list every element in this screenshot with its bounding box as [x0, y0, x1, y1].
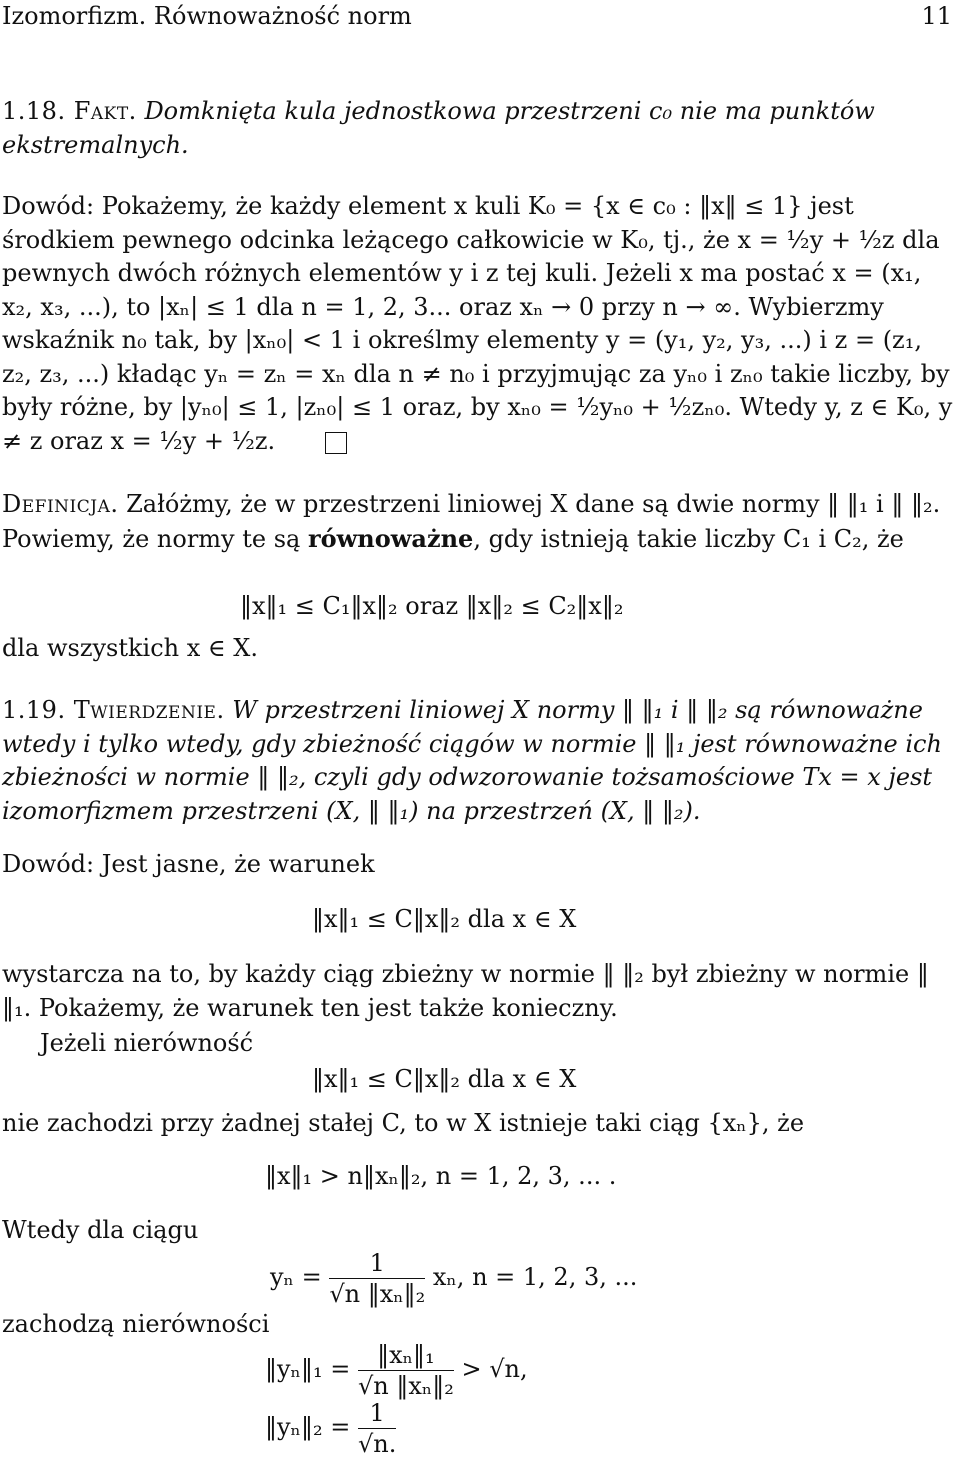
display-5-numerator: ‖xₙ‖₁	[358, 1340, 454, 1371]
proof-2-intro	[2, 848, 958, 882]
display-5-fraction	[358, 1340, 454, 1401]
display-5-lhs: ‖yₙ‖₁ =	[265, 1355, 351, 1383]
proof-2-display-1: ‖x‖₁ ≤ C‖x‖₂ dla x ∈ X	[312, 905, 577, 933]
fact-label: 1.18. Fakt.	[2, 97, 137, 125]
display-6-lhs: ‖yₙ‖₂ =	[265, 1413, 351, 1441]
display-4-denominator: √n ‖xₙ‖₂	[329, 1280, 426, 1308]
proof-2-display-6	[265, 1398, 396, 1459]
fact-block	[2, 95, 958, 162]
display-6-fraction	[358, 1398, 396, 1459]
definition-block	[2, 488, 958, 556]
proof-2-para-4-text: Wtedy dla ciągu	[2, 1216, 199, 1244]
proof-2-para-5-text: zachodzą nierówności	[2, 1310, 270, 1338]
theorem-block	[2, 694, 958, 828]
running-header	[2, 0, 958, 36]
definition-tail	[2, 632, 958, 666]
proof-2-para-1-text: wystarcza na to, by każdy ciąg zbieżny w normie ‖ ‖₂ był zbieżny w normie ‖ ‖₁. Pokażemy, że warunek ten jest także konieczny.	[2, 960, 929, 1022]
display-4-lhs: yₙ =	[270, 1263, 322, 1291]
proof-2-display-3: ‖x‖₁ > n‖xₙ‖₂, n = 1, 2, 3, ... .	[265, 1162, 617, 1190]
display-5-denominator: √n ‖xₙ‖₂	[357, 1372, 454, 1400]
definition-text-before: Załóżmy, że w przestrzeni liniowej X dane są dwie normy ‖ ‖₁ i ‖ ‖₂. Powiemy, że normy te są	[2, 490, 941, 553]
proof-2-para-3-text: nie zachodzi przy żadnej stałej C, to w X istnieje taki ciąg {xₙ}, że	[2, 1109, 805, 1137]
definition-tail-text: dla wszystkich x ∈ X.	[2, 634, 259, 662]
definition-label: Definicja.	[2, 490, 119, 518]
proof-2-para-2	[40, 1027, 958, 1061]
page-number: 11	[921, 2, 952, 30]
definition-text-after: , gdy istnieją takie liczby C₁ i C₂, że	[473, 524, 904, 553]
proof-2-intro-text: Dowód: Jest jasne, że warunek	[2, 850, 375, 878]
definition-term: równoważne	[307, 523, 474, 553]
proof-2-display-4	[270, 1248, 637, 1309]
proof-2-para-5	[2, 1308, 958, 1342]
display-6-numerator: 1	[358, 1398, 396, 1429]
qed-square	[325, 432, 347, 454]
proof-2-para-4	[2, 1214, 958, 1248]
display-5-rhs: > √n,	[461, 1355, 528, 1383]
proof-2-para-1	[2, 958, 958, 1025]
theorem-label: 1.19. Twierdzenie.	[2, 696, 225, 724]
header-title: Izomorfizm. Równoważność norm	[2, 2, 412, 30]
display-6-denominator: √n.	[357, 1430, 397, 1458]
fact-text: Domknięta kula jednostkowa przestrzeni c₀ nie ma punktów ekstremalnych.	[2, 97, 875, 159]
proof-2-display-2: ‖x‖₁ ≤ C‖x‖₂ dla x ∈ X	[312, 1065, 577, 1093]
proof-1-text: Dowód: Pokażemy, że każdy element x kuli K₀ = {x ∈ c₀ : ‖x‖ ≤ 1} jest środkiem pewnego odcinka leżącego całkowicie w K₀, tj., że x = ½y + ½z dla pewnych dwóch różnych elementów y i z tej kuli. Jeżeli x ma postać x = (x₁, x₂, x₃, ...), to |xₙ| ≤ 1 dla n = 1, 2, 3... oraz xₙ → 0 przy n → ∞. Wybierzmy wskaźnik n₀ tak, by |xₙ₀| < 1 i określmy elementy y = (y₁, y₂, y₃, ...) i z = (z₁, z₂, z₃, ...) kładąc yₙ = zₙ = xₙ dla n ≠ n₀ i przyjmując za yₙ₀ i zₙ₀ takie liczby, by były różne, by |yₙ₀| ≤ 1, |zₙ₀| ≤ 1 oraz, by xₙ₀ = ½yₙ₀ + ½zₙ₀. Wtedy y, z ∈ K₀, y ≠ z oraz x = ½y + ½z.	[2, 192, 953, 455]
proof-2-display-5	[265, 1340, 528, 1401]
theorem-text: W przestrzeni liniowej X normy ‖ ‖₁ i ‖ ‖₂ są równoważne wtedy i tylko wtedy, gdy zbieżność ciągów w normie ‖ ‖₁ jest równoważne ich zbieżności w normie ‖ ‖₂, czyli gdy odwzorowanie tożsamościowe Tx = x jest izomorfizmem przestrzeni (X, ‖ ‖₁) na przestrzeń (X, ‖ ‖₂).	[2, 696, 942, 825]
display-4-numerator: 1	[329, 1248, 425, 1279]
display-4-fraction	[329, 1248, 425, 1309]
definition-display-formula: ‖x‖₁ ≤ C₁‖x‖₂ oraz ‖x‖₂ ≤ C₂‖x‖₂	[240, 592, 624, 620]
proof-2-para-3	[2, 1107, 958, 1141]
proof-block-1	[2, 190, 958, 458]
display-4-rhs: xₙ, n = 1, 2, 3, ...	[432, 1263, 638, 1291]
proof-2-para-2-text: Jeżeli nierówność	[40, 1029, 254, 1057]
